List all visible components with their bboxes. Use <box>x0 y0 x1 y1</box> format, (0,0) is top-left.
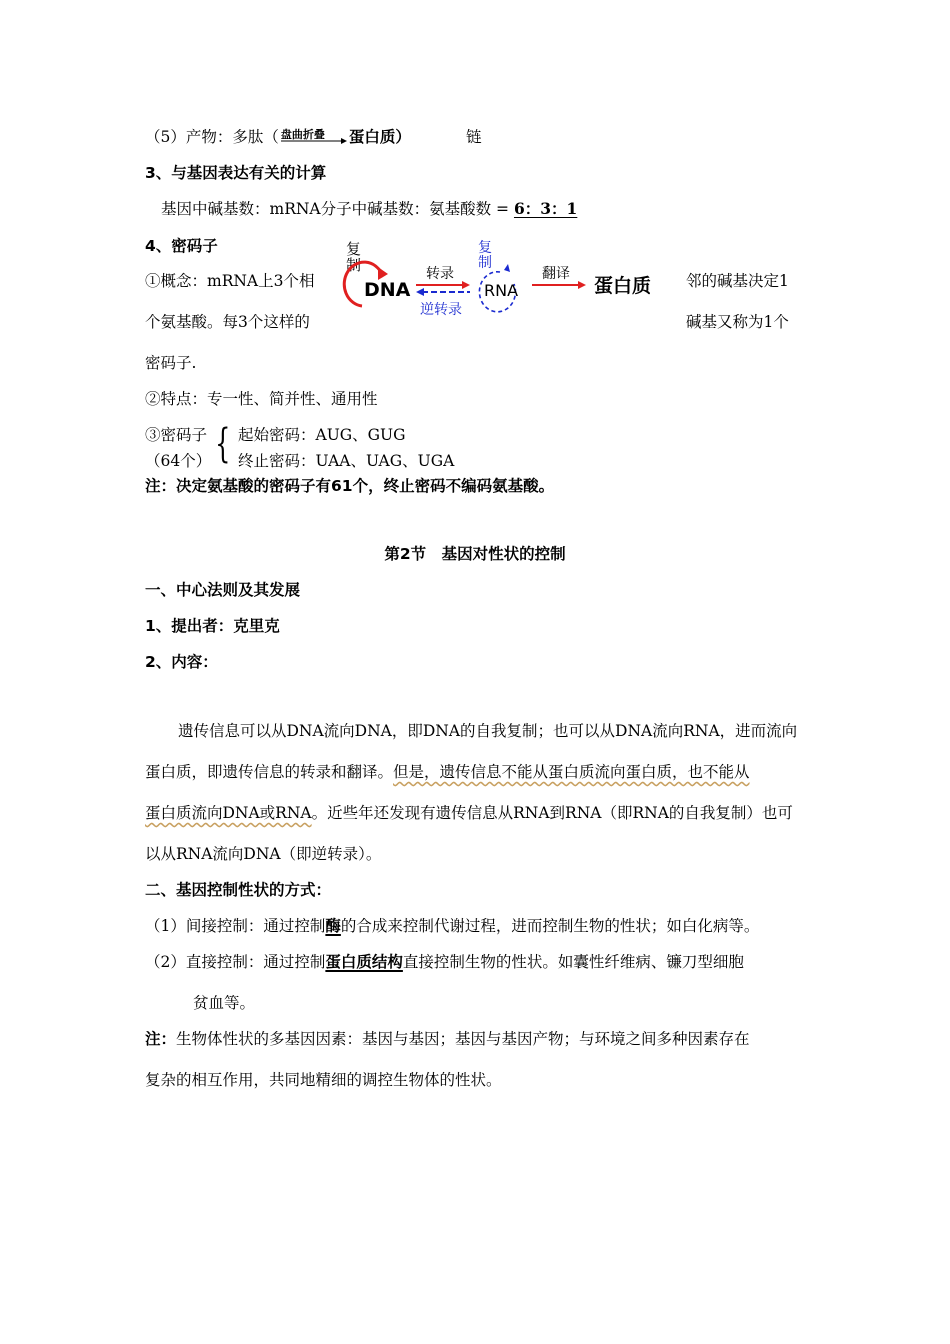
codon-brace: { <box>215 421 231 467</box>
replication-right-1: 复 <box>478 240 492 256</box>
section2-title: 第2节 基因对性状的控制 <box>384 545 566 563</box>
para-line-1: 遗传信息可以从DNA流向DNA，即DNA的自我复制；也可以从DNA流向RNA，进而流向 <box>178 722 798 740</box>
ratio-line <box>161 198 577 220</box>
para-line-3a: 蛋白质流向DNA或RNA <box>145 804 312 822</box>
note-line-1 <box>145 1028 750 1050</box>
direct-control <box>145 951 744 973</box>
ratio-text: 基因中碱基数：mRNA分子中碱基数：氨基酸数 = <box>161 200 514 218</box>
para-line-2b: 但是，遗传信息不能从蛋白质流向蛋白质，也不能从 <box>393 763 750 781</box>
indirect-key: 酶 <box>325 917 341 935</box>
codon-features: ②特点：专一性、简并性、通用性 <box>145 390 378 408</box>
stop-codon: 终止密码：UAA、UAG、UGA <box>238 452 455 470</box>
note-label: 注： <box>145 1030 177 1048</box>
replication-left-2: 制 <box>346 256 362 274</box>
product-chain: 链 <box>466 128 482 146</box>
s3-heading: 3、与基因表达有关的计算 <box>145 164 327 182</box>
fold-arrow <box>279 126 349 148</box>
proposer-line: 1、提出者：克里克 <box>145 617 280 635</box>
protein-label: 蛋白质 <box>594 275 652 297</box>
direct-control-cont: 贫血等。 <box>193 994 256 1012</box>
replication-left-1: 复 <box>346 240 362 258</box>
rna-label: RNA <box>484 281 519 300</box>
para-line-2 <box>145 761 750 783</box>
translation-label: 翻译 <box>542 266 570 282</box>
gene-control-heading: 二、基因控制性状的方式： <box>145 881 332 899</box>
concept-line2-right: 碱基又称为1个 <box>686 313 789 331</box>
codon-label: ③密码子 <box>145 426 208 444</box>
direct-prefix: （2）直接控制：通过控制 <box>145 953 326 971</box>
codon-count: （64个） <box>145 452 212 470</box>
concept-right: 邻的碱基决定1 <box>686 272 789 290</box>
direct-key: 蛋白质结构 <box>325 953 403 971</box>
para-line-3 <box>145 802 793 824</box>
product-protein: 蛋白质） <box>348 128 411 146</box>
concept-left: ①概念：mRNA上3个相 <box>145 272 315 290</box>
product-line <box>145 126 411 148</box>
content-label: 2、内容： <box>145 653 218 671</box>
fold-label: 盘曲折叠 <box>280 128 325 141</box>
note-text-1: 生物体性状的多基因因素：基因与基因；基因与基因产物；与环境之间多种因素存在 <box>176 1030 750 1048</box>
para-line-2a: 蛋白质，即遗传信息的转录和翻译。 <box>145 763 394 781</box>
concept-line2-left: 个氨基酸。每3个这样的 <box>145 313 310 331</box>
dna-label: DNA <box>364 279 411 301</box>
ratio-value: 6：3：1 <box>513 199 578 218</box>
central-dogma-diagram <box>340 234 670 324</box>
direct-suffix: 直接控制生物的性状。如囊性纤维病、镰刀型细胞 <box>402 953 744 971</box>
start-codon: 起始密码：AUG、GUG <box>238 426 406 444</box>
indirect-control <box>145 915 759 937</box>
replication-right-2: 制 <box>478 255 492 271</box>
central-dogma-heading: 一、中心法则及其发展 <box>145 581 301 599</box>
codon-note: 注：决定氨基酸的密码子有61个，终止密码不编码氨基酸。 <box>145 477 555 495</box>
s4-heading: 4、密码子 <box>145 237 218 255</box>
concept-line3: 密码子. <box>145 354 197 372</box>
product-prefix: （5）产物：多肽（ <box>145 128 279 146</box>
indirect-prefix: （1）间接控制：通过控制 <box>145 917 326 935</box>
rna-replication-arrowhead <box>504 264 510 272</box>
reverse-transcription-label: 逆转录 <box>420 302 462 318</box>
indirect-suffix: 的合成来控制代谢过程，进而控制生物的性状；如白化病等。 <box>340 917 760 935</box>
fold-arrow-icon <box>279 126 349 148</box>
para-line-3b: 。近些年还发现有遗传信息从RNA到RNA（即RNA的自我复制）也可 <box>311 804 793 822</box>
transcription-label: 转录 <box>426 266 454 282</box>
para-line-4: 以从RNA流向DNA（即逆转录）。 <box>145 845 382 863</box>
note-line-2: 复杂的相互作用，共同地精细的调控生物体的性状。 <box>145 1071 502 1089</box>
